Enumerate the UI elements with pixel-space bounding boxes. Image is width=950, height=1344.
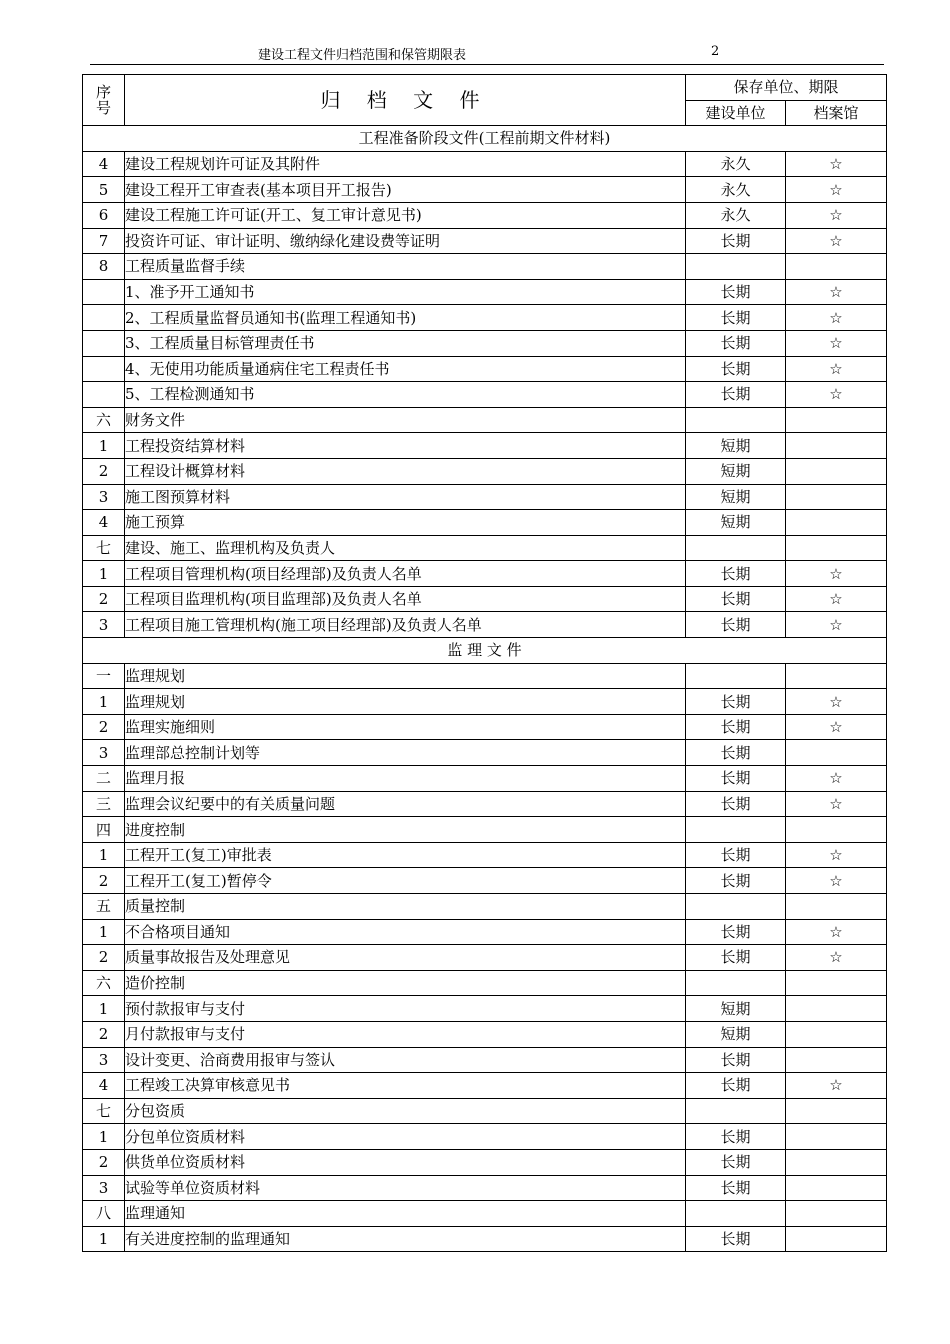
row-sequence-number: 1	[83, 919, 125, 945]
row-archive-office-mark: ☆	[786, 919, 887, 945]
row-document-name: 建设工程施工许可证(开工、复工审计意见书)	[125, 202, 686, 228]
table-row	[83, 791, 887, 817]
row-document-name: 有关进度控制的监理通知	[125, 1226, 686, 1252]
row-sequence-number: 3	[83, 1175, 125, 1201]
row-sequence-number: 2	[83, 1021, 125, 1047]
table-row	[83, 433, 887, 459]
table-row	[83, 458, 887, 484]
row-sequence-number: 一	[83, 663, 125, 689]
table-row	[83, 842, 887, 868]
row-archive-office-mark: ☆	[786, 202, 887, 228]
row-construction-unit-retention: 长期	[686, 689, 786, 715]
row-construction-unit-retention: 长期	[686, 1226, 786, 1252]
row-sequence-number: 6	[83, 202, 125, 228]
table-row	[83, 612, 887, 638]
table-row	[83, 868, 887, 894]
row-construction-unit-retention	[686, 894, 786, 920]
table-row	[83, 945, 887, 971]
row-sequence-number	[83, 382, 125, 408]
row-document-name: 施工预算	[125, 510, 686, 536]
row-document-name: 监理规划	[125, 689, 686, 715]
page-header	[90, 42, 884, 65]
row-document-name: 分包单位资质材料	[125, 1124, 686, 1150]
table-row	[83, 535, 887, 561]
section-title: 监 理 文 件	[83, 638, 887, 664]
row-sequence-number: 3	[83, 484, 125, 510]
row-construction-unit-retention: 长期	[686, 561, 786, 587]
table-row	[83, 970, 887, 996]
row-document-name: 工程投资结算材料	[125, 433, 686, 459]
row-archive-office-mark	[786, 970, 887, 996]
row-document-name: 监理月报	[125, 766, 686, 792]
row-sequence-number: 4	[83, 151, 125, 177]
table-row	[83, 1175, 887, 1201]
row-document-name: 投资许可证、审计证明、缴纳绿化建设费等证明	[125, 228, 686, 254]
table-row	[83, 279, 887, 305]
row-archive-office-mark	[786, 1124, 887, 1150]
row-construction-unit-retention	[686, 970, 786, 996]
row-archive-office-mark	[786, 458, 887, 484]
row-construction-unit-retention	[686, 254, 786, 280]
row-construction-unit-retention	[686, 663, 786, 689]
row-sequence-number: 四	[83, 817, 125, 843]
table-row	[83, 510, 887, 536]
row-archive-office-mark: ☆	[786, 586, 887, 612]
table-row	[83, 817, 887, 843]
row-document-name: 质量事故报告及处理意见	[125, 945, 686, 971]
row-document-name: 建设、施工、监理机构及负责人	[125, 535, 686, 561]
row-document-name: 工程质量监督手续	[125, 254, 686, 280]
row-archive-office-mark: ☆	[786, 330, 887, 356]
row-construction-unit-retention: 永久	[686, 177, 786, 203]
row-construction-unit-retention: 长期	[686, 1175, 786, 1201]
row-document-name: 工程项目施工管理机构(施工项目经理部)及负责人名单	[125, 612, 686, 638]
row-sequence-number: 1	[83, 561, 125, 587]
table-row	[83, 1124, 887, 1150]
row-sequence-number: 1	[83, 689, 125, 715]
row-document-name: 3、工程质量目标管理责任书	[125, 330, 686, 356]
row-construction-unit-retention: 长期	[686, 1149, 786, 1175]
row-construction-unit-retention: 长期	[686, 305, 786, 331]
row-sequence-number: 六	[83, 407, 125, 433]
row-construction-unit-retention: 短期	[686, 433, 786, 459]
row-archive-office-mark	[786, 1021, 887, 1047]
row-construction-unit-retention	[686, 817, 786, 843]
row-sequence-number: 8	[83, 254, 125, 280]
row-archive-office-mark: ☆	[786, 151, 887, 177]
row-document-name: 工程设计概算材料	[125, 458, 686, 484]
row-archive-office-mark: ☆	[786, 561, 887, 587]
row-archive-office-mark: ☆	[786, 279, 887, 305]
row-sequence-number: 2	[83, 1149, 125, 1175]
table-row	[83, 1073, 887, 1099]
table-row	[83, 356, 887, 382]
row-archive-office-mark	[786, 817, 887, 843]
row-document-name: 建设工程开工审查表(基本项目开工报告)	[125, 177, 686, 203]
row-sequence-number	[83, 356, 125, 382]
row-construction-unit-retention: 长期	[686, 1124, 786, 1150]
row-archive-office-mark: ☆	[786, 714, 887, 740]
section-header-row	[83, 126, 887, 152]
row-sequence-number: 2	[83, 945, 125, 971]
row-document-name: 监理部总控制计划等	[125, 740, 686, 766]
row-document-name: 监理实施细则	[125, 714, 686, 740]
row-archive-office-mark	[786, 1201, 887, 1227]
row-sequence-number: 3	[83, 612, 125, 638]
row-construction-unit-retention: 短期	[686, 996, 786, 1022]
row-sequence-number: 3	[83, 1047, 125, 1073]
row-archive-office-mark	[786, 740, 887, 766]
row-document-name: 施工图预算材料	[125, 484, 686, 510]
table-row	[83, 689, 887, 715]
row-archive-office-mark: ☆	[786, 228, 887, 254]
row-document-name: 供货单位资质材料	[125, 1149, 686, 1175]
row-sequence-number: 五	[83, 894, 125, 920]
table-body	[83, 126, 887, 1252]
row-construction-unit-retention: 长期	[686, 714, 786, 740]
row-construction-unit-retention	[686, 535, 786, 561]
row-archive-office-mark: ☆	[786, 945, 887, 971]
row-construction-unit-retention: 短期	[686, 458, 786, 484]
row-construction-unit-retention: 短期	[686, 510, 786, 536]
row-document-name: 4、无使用功能质量通病住宅工程责任书	[125, 356, 686, 382]
table-row	[83, 714, 887, 740]
row-document-name: 建设工程规划许可证及其附件	[125, 151, 686, 177]
row-archive-office-mark: ☆	[786, 356, 887, 382]
row-construction-unit-retention: 长期	[686, 228, 786, 254]
table-row	[83, 1098, 887, 1124]
row-archive-office-mark	[786, 407, 887, 433]
header-archive-documents: 归 档 文 件	[125, 75, 686, 126]
row-document-name: 监理通知	[125, 1201, 686, 1227]
row-sequence-number: 2	[83, 868, 125, 894]
table-row	[83, 663, 887, 689]
row-document-name: 工程项目管理机构(项目经理部)及负责人名单	[125, 561, 686, 587]
row-archive-office-mark	[786, 1175, 887, 1201]
table-row	[83, 202, 887, 228]
row-document-name: 工程项目监理机构(项目监理部)及负责人名单	[125, 586, 686, 612]
row-archive-office-mark	[786, 996, 887, 1022]
row-sequence-number: 3	[83, 740, 125, 766]
header-title: 建设工程文件归档范围和保管期限表	[258, 48, 467, 63]
row-sequence-number	[83, 305, 125, 331]
row-archive-office-mark: ☆	[786, 766, 887, 792]
row-document-name: 财务文件	[125, 407, 686, 433]
row-archive-office-mark	[786, 1098, 887, 1124]
row-archive-office-mark	[786, 1149, 887, 1175]
row-archive-office-mark	[786, 894, 887, 920]
row-construction-unit-retention: 长期	[686, 868, 786, 894]
row-archive-office-mark	[786, 433, 887, 459]
row-sequence-number: 2	[83, 458, 125, 484]
table-row	[83, 766, 887, 792]
row-archive-office-mark: ☆	[786, 382, 887, 408]
row-sequence-number: 2	[83, 714, 125, 740]
row-sequence-number: 1	[83, 842, 125, 868]
row-construction-unit-retention: 长期	[686, 740, 786, 766]
row-document-name: 工程竣工决算审核意见书	[125, 1073, 686, 1099]
row-sequence-number: 5	[83, 177, 125, 203]
row-archive-office-mark	[786, 1226, 887, 1252]
table-row	[83, 1226, 887, 1252]
table-row	[83, 561, 887, 587]
row-construction-unit-retention: 长期	[686, 586, 786, 612]
row-construction-unit-retention: 永久	[686, 151, 786, 177]
table-row	[83, 919, 887, 945]
row-construction-unit-retention	[686, 1201, 786, 1227]
table-row	[83, 1047, 887, 1073]
row-archive-office-mark	[786, 663, 887, 689]
row-document-name: 设计变更、洽商费用报审与签认	[125, 1047, 686, 1073]
table-row	[83, 177, 887, 203]
row-sequence-number	[83, 330, 125, 356]
row-archive-office-mark	[786, 1047, 887, 1073]
header-retention-group: 保存单位、期限	[686, 75, 887, 101]
row-document-name: 分包资质	[125, 1098, 686, 1124]
row-construction-unit-retention: 长期	[686, 1073, 786, 1099]
row-archive-office-mark: ☆	[786, 612, 887, 638]
row-sequence-number: 1	[83, 996, 125, 1022]
table-row	[83, 894, 887, 920]
row-construction-unit-retention: 长期	[686, 766, 786, 792]
row-document-name: 监理规划	[125, 663, 686, 689]
row-sequence-number: 七	[83, 535, 125, 561]
row-archive-office-mark	[786, 535, 887, 561]
table-row	[83, 1149, 887, 1175]
row-sequence-number: 2	[83, 586, 125, 612]
row-construction-unit-retention: 长期	[686, 842, 786, 868]
row-document-name: 监理会议纪要中的有关质量问题	[125, 791, 686, 817]
page-number: 2	[711, 44, 720, 59]
section-title: 工程准备阶段文件(工程前期文件材料)	[83, 126, 887, 152]
row-document-name: 5、工程检测通知书	[125, 382, 686, 408]
table-row	[83, 151, 887, 177]
row-document-name: 2、工程质量监督员通知书(监理工程通知书)	[125, 305, 686, 331]
row-document-name: 预付款报审与支付	[125, 996, 686, 1022]
row-archive-office-mark: ☆	[786, 305, 887, 331]
row-construction-unit-retention: 长期	[686, 330, 786, 356]
row-document-name: 月付款报审与支付	[125, 1021, 686, 1047]
row-archive-office-mark: ☆	[786, 177, 887, 203]
row-archive-office-mark: ☆	[786, 689, 887, 715]
table-row	[83, 305, 887, 331]
row-archive-office-mark: ☆	[786, 1073, 887, 1099]
row-construction-unit-retention	[686, 1098, 786, 1124]
row-sequence-number: 七	[83, 1098, 125, 1124]
row-construction-unit-retention: 永久	[686, 202, 786, 228]
row-construction-unit-retention: 长期	[686, 612, 786, 638]
table-row	[83, 1021, 887, 1047]
table-row	[83, 330, 887, 356]
row-document-name: 造价控制	[125, 970, 686, 996]
row-construction-unit-retention: 短期	[686, 1021, 786, 1047]
table-row	[83, 740, 887, 766]
row-archive-office-mark: ☆	[786, 842, 887, 868]
row-sequence-number: 7	[83, 228, 125, 254]
header-sequence-line1: 序	[95, 83, 111, 102]
row-archive-office-mark	[786, 510, 887, 536]
table-row	[83, 586, 887, 612]
row-sequence-number	[83, 279, 125, 305]
row-document-name: 试验等单位资质材料	[125, 1175, 686, 1201]
row-sequence-number: 1	[83, 1226, 125, 1252]
row-document-name: 工程开工(复工)暂停令	[125, 868, 686, 894]
row-construction-unit-retention: 长期	[686, 919, 786, 945]
table-row	[83, 996, 887, 1022]
row-document-name: 不合格项目通知	[125, 919, 686, 945]
row-sequence-number: 1	[83, 1124, 125, 1150]
table-row	[83, 382, 887, 408]
row-document-name: 质量控制	[125, 894, 686, 920]
row-sequence-number: 4	[83, 1073, 125, 1099]
row-document-name: 进度控制	[125, 817, 686, 843]
row-sequence-number: 二	[83, 766, 125, 792]
row-sequence-number: 八	[83, 1201, 125, 1227]
row-archive-office-mark: ☆	[786, 791, 887, 817]
row-document-name: 工程开工(复工)审批表	[125, 842, 686, 868]
row-sequence-number: 1	[83, 433, 125, 459]
row-construction-unit-retention	[686, 407, 786, 433]
table-row	[83, 407, 887, 433]
row-archive-office-mark	[786, 484, 887, 510]
row-construction-unit-retention: 长期	[686, 1047, 786, 1073]
row-construction-unit-retention: 长期	[686, 945, 786, 971]
table-row	[83, 228, 887, 254]
header-archive-office: 档案馆	[786, 100, 887, 126]
archive-table	[82, 74, 887, 1252]
row-archive-office-mark	[786, 254, 887, 280]
header-sequence-line2: 号	[95, 99, 111, 118]
header-construction-unit: 建设单位	[686, 100, 786, 126]
header-sequence-number	[83, 75, 125, 126]
row-construction-unit-retention: 长期	[686, 356, 786, 382]
row-construction-unit-retention: 长期	[686, 382, 786, 408]
section-header-row	[83, 638, 887, 664]
table-row	[83, 254, 887, 280]
row-construction-unit-retention: 短期	[686, 484, 786, 510]
row-sequence-number: 4	[83, 510, 125, 536]
table-row	[83, 1201, 887, 1227]
row-sequence-number: 三	[83, 791, 125, 817]
row-construction-unit-retention: 长期	[686, 791, 786, 817]
table-row	[83, 484, 887, 510]
row-document-name: 1、准予开工通知书	[125, 279, 686, 305]
row-sequence-number: 六	[83, 970, 125, 996]
row-construction-unit-retention: 长期	[686, 279, 786, 305]
row-archive-office-mark: ☆	[786, 868, 887, 894]
